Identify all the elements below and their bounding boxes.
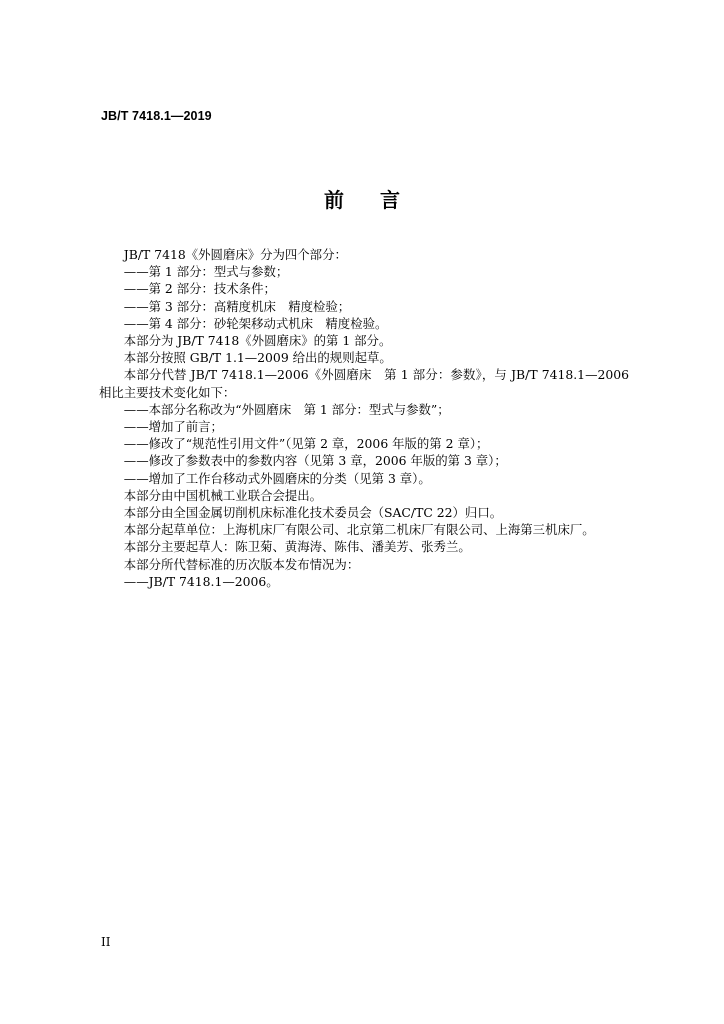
title-char-1: 前 [324, 188, 344, 212]
paragraph-previous-editions: 本部分所代替标准的历次版本发布情况为： [123, 556, 360, 572]
list-item-part-1: ——第 1 部分：型式与参数； [123, 264, 289, 280]
paragraph-this-part: 本部分为 JB/T 7418《外圆磨床》的第 1 部分。 [123, 333, 392, 349]
list-item-previous-edition: ——JB/T 7418.1—2006。 [123, 573, 279, 589]
paragraph-drafting-rules: 本部分按照 GB/T 1.1—2009 给出的规则起草。 [123, 350, 392, 366]
list-item-change-parameters: ——修改了参数表中的参数内容（见第 3 章，2006 年版的第 3 章）； [123, 453, 507, 469]
list-item-change-foreword: ——增加了前言； [123, 419, 223, 435]
list-item-part-2: ——第 2 部分：技术条件； [123, 281, 276, 297]
page-number: II [101, 935, 111, 949]
paragraph-drafters: 本部分主要起草人：陈卫菊、黄海涛、陈伟、潘美芳、张秀兰。 [123, 539, 471, 555]
paragraph-parts-intro: JB/T 7418《外圆磨床》分为四个部分： [123, 247, 347, 262]
list-item-change-classification: ——增加了工作台移动式外圆磨床的分类（见第 3 章）。 [123, 470, 431, 486]
paragraph-proposed-by: 本部分由中国机械工业联合会提出。 [123, 487, 323, 503]
paragraph-under-jurisdiction: 本部分由全国金属切削机床标准化技术委员会（SAC/TC 22）归口。 [123, 505, 503, 521]
list-item-part-3: ——第 3 部分：高精度机床 精度检验； [123, 298, 351, 314]
standard-number: JB/T 7418.1—2019 [101, 109, 212, 123]
list-item-change-references: ——修改了“规范性引用文件”（见第 2 章，2006 年版的第 2 章）； [123, 436, 489, 452]
title-char-2: 言 [380, 188, 400, 212]
paragraph-replaces: 本部分代替 JB/T 7418.1—2006《外圆磨床 第 1 部分：参数》，与 JB/T 7418.1—2006 相比主要技术变化如下： [99, 367, 633, 400]
list-item-change-name: ——本部分名称改为“外圆磨床 第 1 部分：型式与参数”； [123, 401, 450, 417]
paragraph-drafting-units: 本部分起草单位：上海机床厂有限公司、北京第二机床厂有限公司、上海第三机床厂。 [123, 522, 595, 538]
list-item-part-4: ——第 4 部分：砂轮架移动式机床 精度检验。 [123, 315, 388, 331]
document-body [99, 246, 633, 590]
page-title [0, 184, 724, 213]
